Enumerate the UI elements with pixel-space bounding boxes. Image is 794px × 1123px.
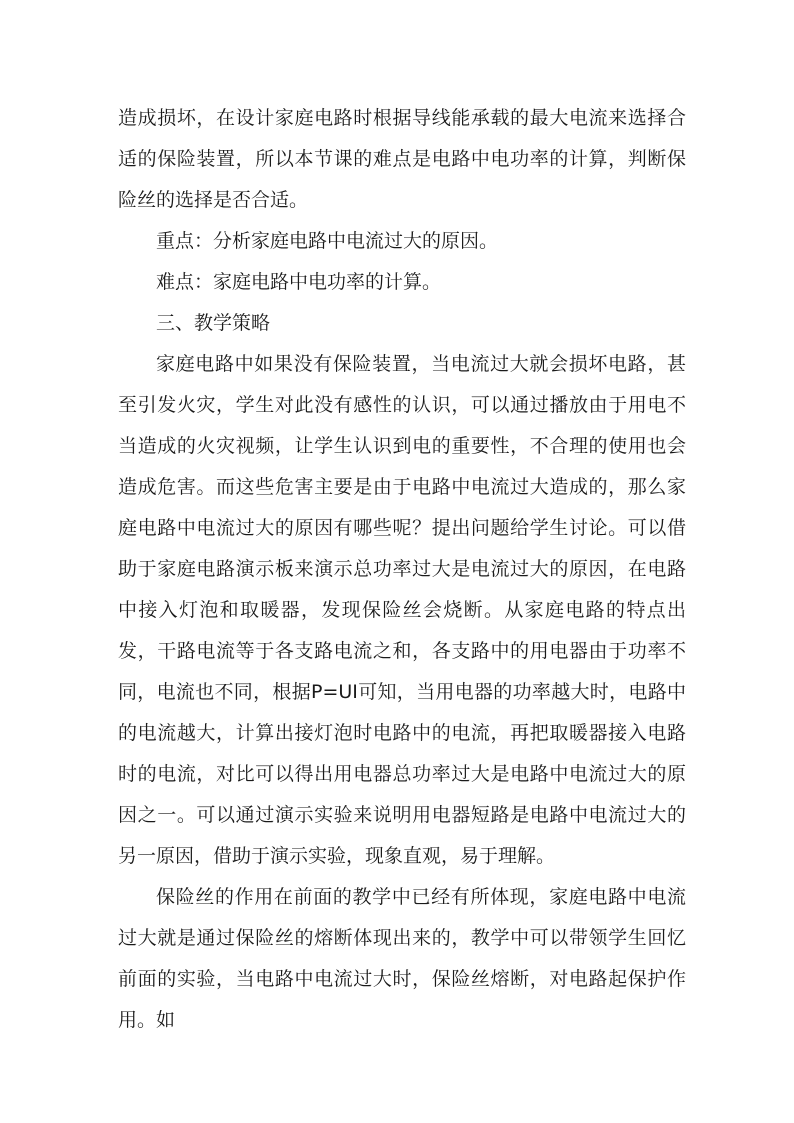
strategy-paragraph-1: 家庭电路中如果没有保险装置，当电流过大就会损坏电路，甚至引发火灾，学生对此没有感性的认识，可以通过播放由于用电不当造成的火灾视频，让学生认识到电的重要性，不合理的使用也会造成危害。而这些危害主要是由于电路中电流过大造成的，那么家庭电路中电流过大的原因有哪些呢？提出问题给学生讨论。可以借助于家庭电路演示板来演示总功率过大是电流过大的原因，在电路中接入灯泡和取暖器，发现保险丝会烧断。从家庭电路的特点出发，干路电流等于各支路电流之和，各支路中的用电器由于功率不同，电流也不同，根据P=UI可知，当用电器的功率越大时，电路中的电流越大，计算出接灯泡时电路中的电流，再把取暖器接入电路时的电流，对比可以得出用电器总功率过大是电路中电流过大的原因之一。可以通过演示实验来说明用电器短路是电路中电流过大的另一原因，借助于演示实验，现象直观，易于理解。 [118,353,686,867]
key-point-paragraph: 重点：分析家庭电路中电流过大的原因。 [156,230,499,252]
strategy-paragraph-2: 保险丝的作用在前面的教学中已经有所体现，家庭电路中电流过大就是通过保险丝的熔断体现出来的，教学中可以带领学生回忆前面的实验，当电路中电流过大时，保险丝熔断，对电路起保护作用。如 [118,886,686,1031]
document-body [118,98,686,1041]
section-heading: 三、教学策略 [156,312,271,334]
continuation-paragraph: 造成损坏，在设计家庭电路时根据导线能承载的最大电流来选择合适的保险装置，所以本节课的难点是电路中电功率的计算，判断保险丝的选择是否合适。 [118,107,686,211]
difficult-point-paragraph: 难点：家庭电路中电功率的计算。 [156,271,442,293]
